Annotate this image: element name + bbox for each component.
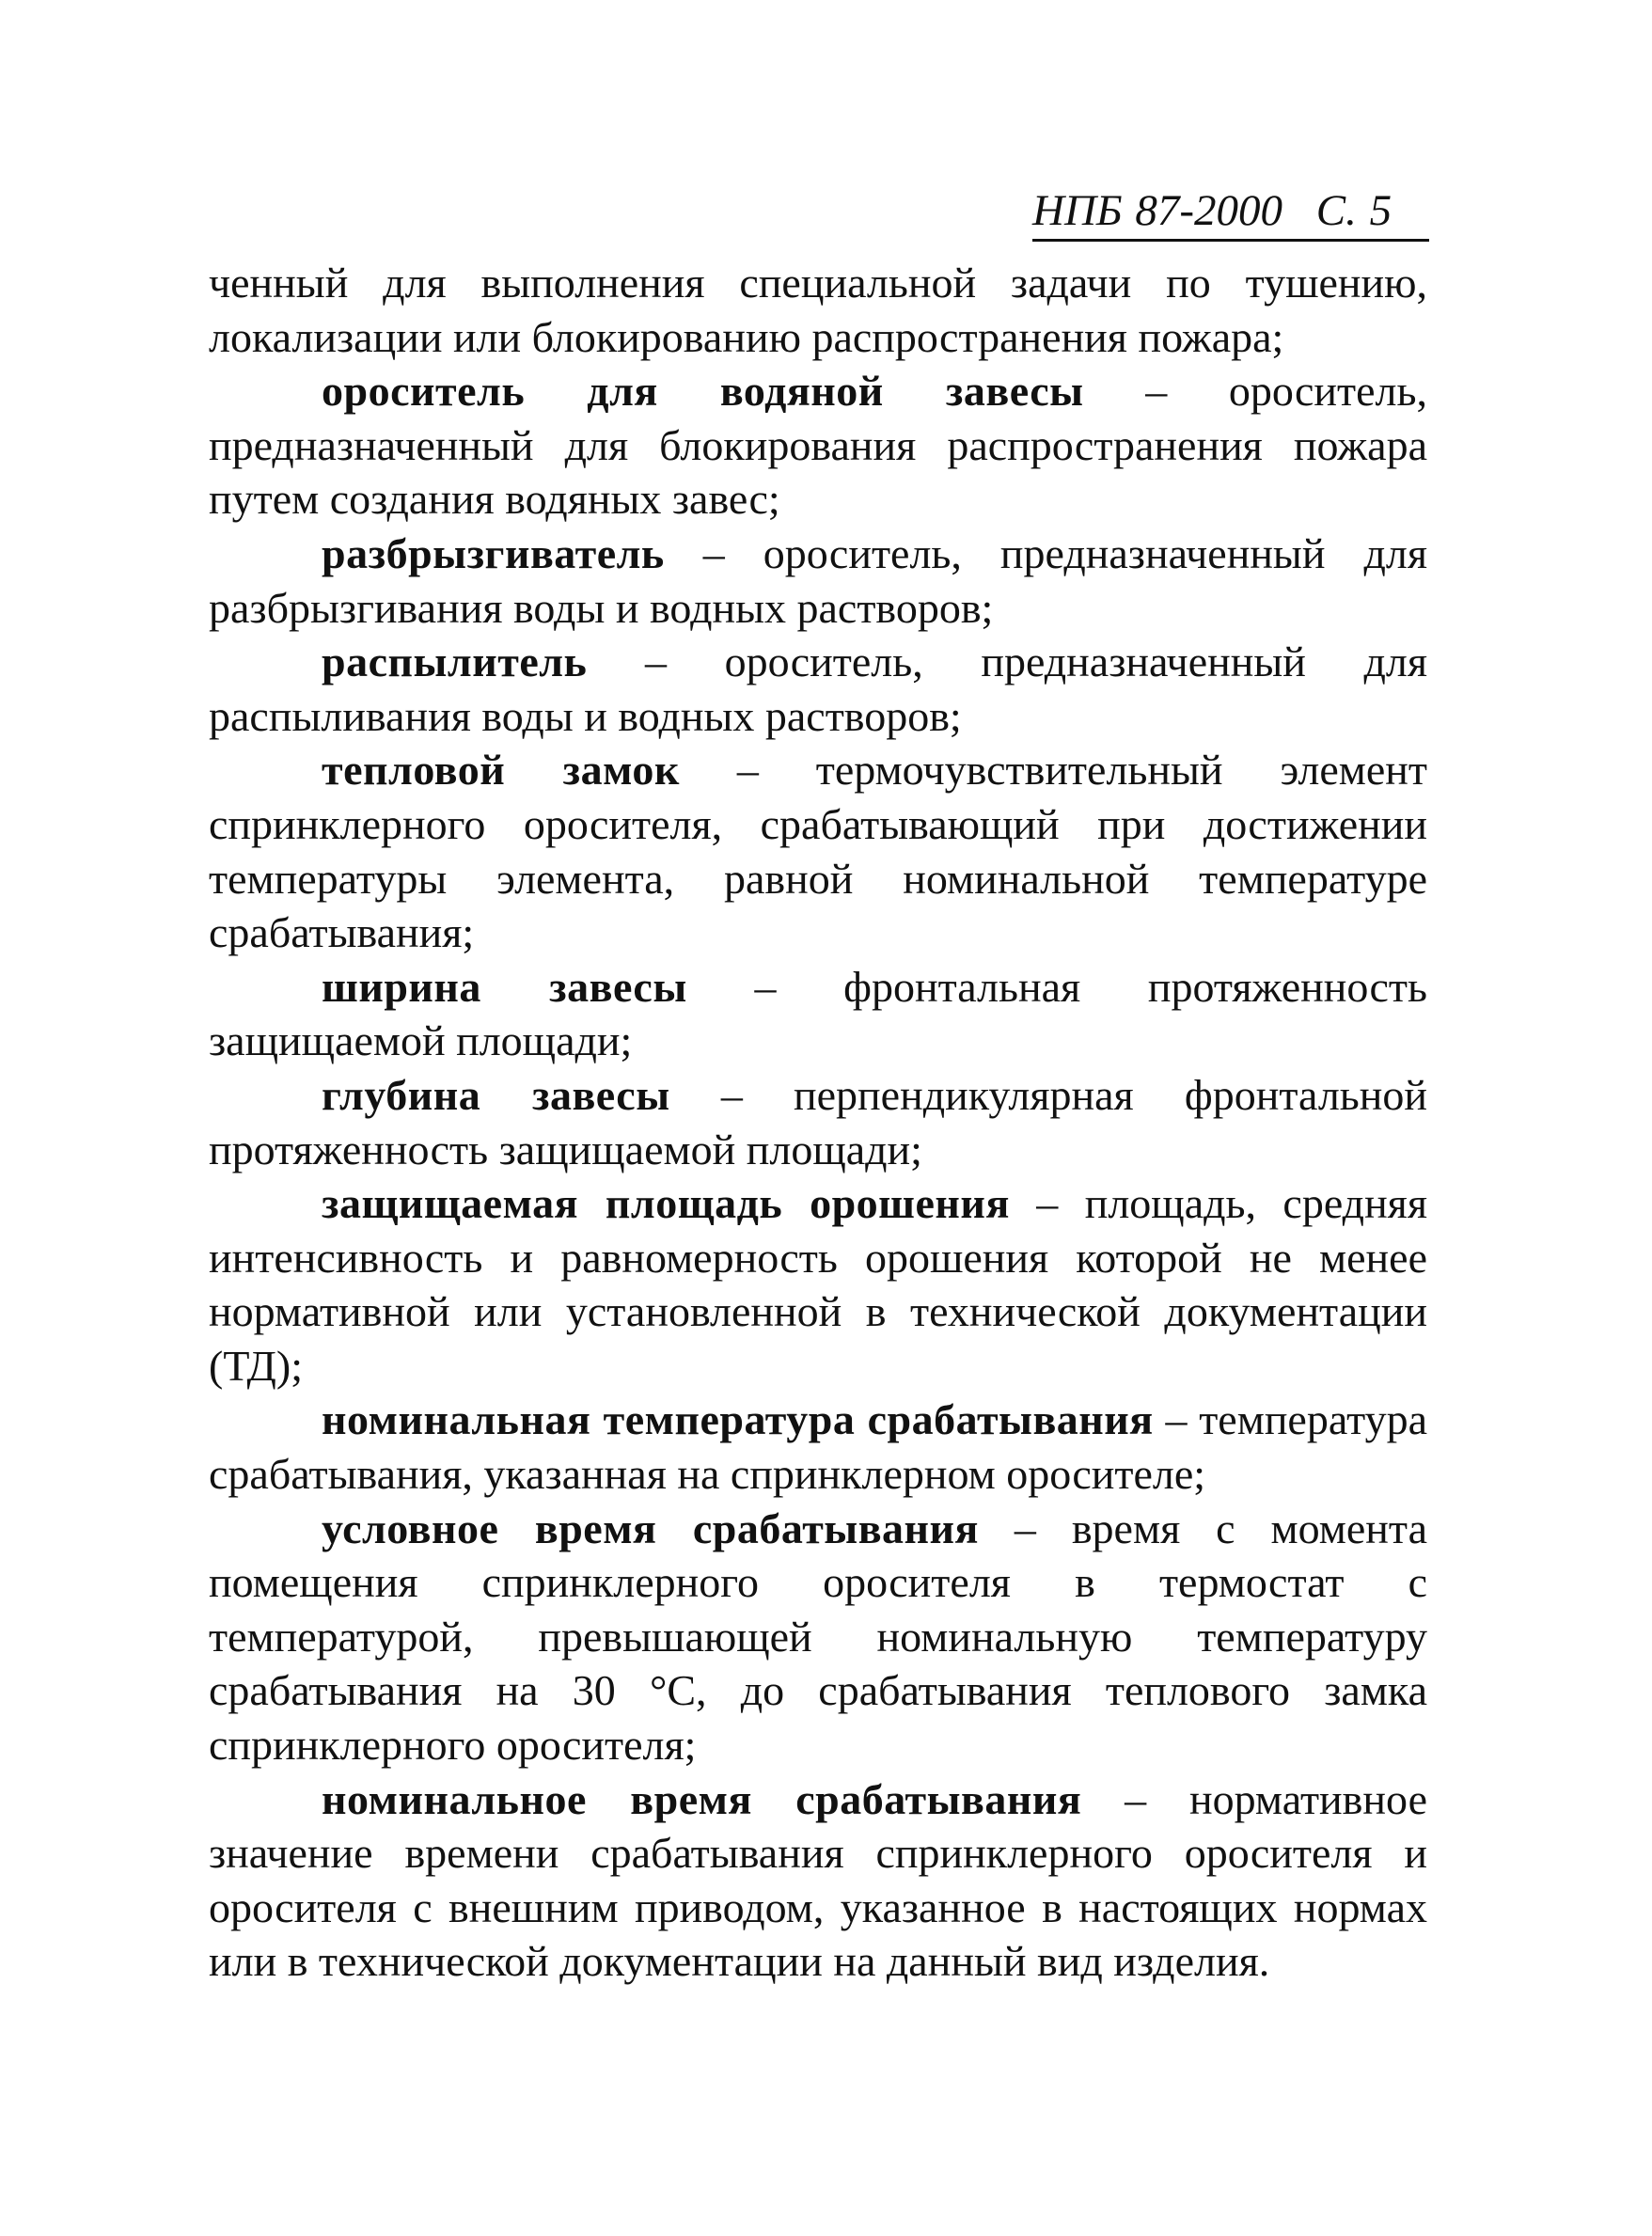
definition-text: – ороситель, предназначенный для блокирования распространения пожара путем создания водяных завес; — [209, 367, 1427, 524]
definition-text: – ороситель, предназначенный для распыливания воды и водных растворов; — [209, 638, 1427, 740]
definition-paragraph — [209, 1176, 1427, 1393]
definition-term: глубина завесы — [322, 1070, 670, 1119]
definition-paragraph — [209, 1393, 1427, 1501]
definition-term: номинальная температура срабатывания — [322, 1395, 1154, 1444]
definition-paragraph — [209, 1068, 1427, 1176]
paragraph-continuation — [209, 256, 1427, 364]
definition-text: – фронтальная протяженность защищаемой площади; — [209, 962, 1427, 1065]
definition-text: – площадь, средняя интенсивность и равномерность орошения которой не менее нормативной или установленной в технической документации (ТД); — [209, 1179, 1427, 1390]
definition-term: номинальное время срабатывания — [322, 1774, 1082, 1823]
definition-paragraph — [209, 364, 1427, 527]
definition-paragraph — [209, 527, 1427, 635]
document-code: НПБ 87-2000 — [1032, 186, 1283, 235]
page-header — [1032, 184, 1429, 242]
definition-term: тепловой замок — [322, 746, 680, 795]
definition-term: разбрызгиватель — [322, 528, 665, 577]
definition-term: ширина завесы — [322, 962, 687, 1011]
definition-text: – нормативное значение времени срабатывания спринклерного оросителя и оросителя с внешним приводом, указанное в настоящих нормах или в технической документации на данный вид изделия. — [209, 1774, 1427, 1986]
definition-term: распылитель — [322, 638, 588, 686]
definition-text: – время с момента помещения спринклерного оросителя в термостат с температурой, превышающей номинальную температуру срабатывания на 30 °С, до срабатывания теплового замка спринклерного оросителя; — [209, 1504, 1427, 1770]
definition-text: – перпендикулярная фронтальной протяженность защищаемой площади; — [209, 1070, 1427, 1173]
definition-term: ороситель для водяной завесы — [322, 367, 1084, 416]
definition-paragraph — [209, 635, 1427, 743]
definition-paragraph — [209, 1502, 1427, 1772]
definition-paragraph — [209, 1772, 1427, 1989]
definition-text: – температура срабатывания, указанная на спринклерном оросителе; — [209, 1395, 1427, 1499]
definition-paragraph — [209, 960, 1427, 1068]
definition-text: – ороситель, предназначенный для разбрызгивания воды и водных растворов; — [209, 528, 1427, 632]
definition-paragraph — [209, 743, 1427, 959]
definition-term: защищаемая площадь орошения — [322, 1179, 1010, 1228]
page-number: С. 5 — [1315, 186, 1392, 235]
paragraph-text: ченный для выполнения специальной задачи по тушению, локализации или блокированию распространения пожара; — [209, 259, 1427, 361]
document-body — [209, 256, 1427, 1989]
definition-text: – термочувствительный элемент спринклерного оросителя, срабатывающий при достижении температуры элемента, равной номинальной температуре срабатывания; — [209, 746, 1427, 957]
definition-term: условное время срабатывания — [322, 1504, 979, 1552]
